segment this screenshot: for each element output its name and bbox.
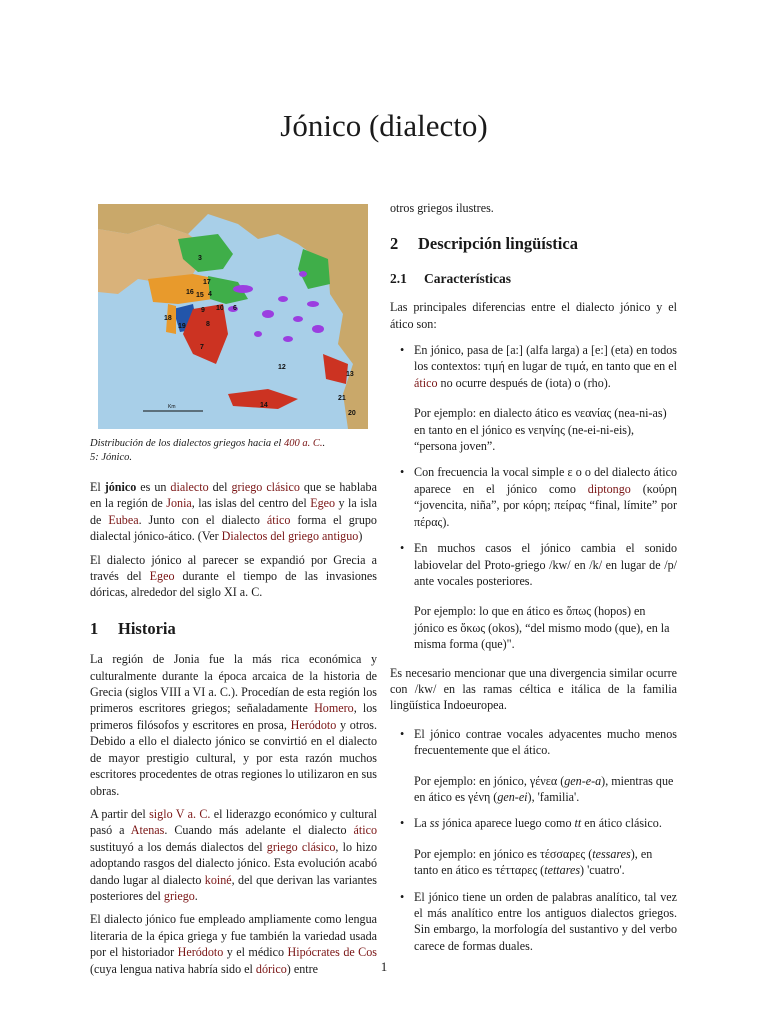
article-link[interactable]: dialecto: [170, 480, 209, 494]
right-column: [390, 200, 677, 964]
text-run: ), mientras que en ático es γένη (: [414, 773, 674, 804]
map-label: 13: [346, 371, 354, 378]
characteristics-list-1: [390, 342, 677, 653]
list-item: [390, 540, 677, 652]
map-scale-label: Km: [168, 404, 176, 410]
list-item-text: [414, 342, 677, 391]
text-run: y la isla de: [90, 496, 378, 527]
map-label: 16: [186, 289, 194, 296]
text-run: El: [90, 480, 105, 494]
article-link[interactable]: Heródoto: [177, 945, 224, 960]
map-label: 14: [260, 402, 268, 409]
italic-term: tt: [574, 816, 582, 831]
map-label: 19: [178, 323, 186, 330]
characteristics-intro: Las principales diferencias entre el dialecto jónico y el ático son:: [390, 300, 677, 331]
characteristics-list-2: [390, 726, 677, 954]
article-link[interactable]: griego clásico: [266, 839, 336, 854]
article-link[interactable]: Egeo: [149, 569, 175, 584]
text-run: sustituyó a los demás dialectos del: [90, 839, 267, 854]
list-item-example: Por ejemplo: en dialecto ático es νεανίας (nea-ni-as) en tanto en el jónico es νεηνίης (ne-ei-ni-eis), “persona joven”.: [414, 406, 667, 454]
article-link[interactable]: griego: [163, 888, 195, 903]
italic-term: tessares: [592, 846, 631, 861]
map-label: 3: [198, 255, 202, 262]
text-run: no ocurre después de (iota) o (rho).: [437, 375, 611, 390]
section-number: 1: [90, 618, 99, 638]
intro-paragraph-1: [90, 479, 377, 545]
article-link[interactable]: Atenas: [130, 823, 165, 838]
section-title: Descripción lingüística: [418, 234, 578, 254]
left-column: [90, 200, 377, 984]
text-run: (κούρη “jovencita, niña”, por κόρη; πείρας “final, límite” por πέρας).: [414, 481, 677, 529]
article-link[interactable]: diptongo: [587, 481, 631, 496]
italic-term: gen-ei: [497, 789, 528, 804]
section-number: 2: [390, 234, 399, 254]
text-run: , lo hizo adoptando rasgos del dialecto jónico. Esta evolución acabó dando lugar al dialecto: [90, 839, 377, 887]
page-title: Jónico (dialecto): [280, 108, 488, 143]
text-run: El dialecto jónico fue empleado ampliamente como lengua literaria de la épica griega y fue también la variedad usada por el historiador: [90, 912, 377, 960]
intro-paragraph-2: [90, 552, 377, 601]
list-item: [390, 464, 677, 530]
text-run: El jónico contrae vocales adyacentes mucho menos frecuentemente que el ático.: [414, 726, 677, 758]
italic-term: tettares: [544, 863, 581, 878]
article-link[interactable]: Eubea: [108, 512, 139, 527]
subsection-heading-caracteristicas: [390, 271, 677, 287]
text-run: ) 'cuatro'.: [580, 863, 625, 878]
list-item: [390, 889, 677, 955]
article-link[interactable]: Homero: [314, 701, 354, 716]
text-run: A partir del: [90, 806, 150, 821]
text-run: La región de Jonia fue la más rica económica y culturalmente durante la época arcaica de la historia de Grecia (siglos VIII a VI a. C.). Procedían de esta región los primeros escritores griegos; señaladamente: [90, 652, 377, 716]
text-run: En muchos casos el jónico cambia el sonido labiovelar del Proto-griego /kw/ en /k/ en lugar de /p/ ante vocales posteriores.: [414, 541, 677, 588]
text-run: . Junto con el dialecto: [138, 512, 267, 527]
article-link[interactable]: ático: [266, 512, 291, 527]
caption-line2: 5: Jónico.: [90, 452, 132, 463]
list-item-text: [414, 540, 677, 589]
map-label: 4: [208, 291, 212, 298]
list-item-example: Por ejemplo: lo que en ático es ὅπως (hopos) en jónico es ὅκως (okos), “del mismo modo (que), en la misma forma (que)".: [414, 604, 670, 652]
map-label: 17: [203, 279, 211, 286]
italic-term: gen-e-a: [564, 773, 602, 788]
article-link[interactable]: Hipócrates de Cos: [287, 945, 378, 960]
text-run: que se hablaba en la región de: [90, 480, 377, 511]
subsection-number: 2.1: [390, 270, 407, 286]
list-item-text: [414, 815, 677, 831]
article-link[interactable]: dórico: [255, 961, 287, 976]
section-heading-descripcion: [390, 236, 677, 252]
caption-period: .: [322, 438, 326, 449]
map-label: 7: [200, 344, 204, 351]
text-run: Por ejemplo: en jónico es τέσσαρες (: [414, 846, 593, 861]
text-run: jónica aparece luego como: [439, 816, 575, 831]
subsection-title: Características: [424, 270, 511, 286]
text-run: ) entre: [286, 961, 319, 976]
text-run: Con frecuencia la vocal simple ε o ο del dialecto ático aparece en el jónico como: [414, 465, 677, 496]
figure-caption: [90, 437, 377, 465]
text-run: La: [414, 816, 430, 831]
map-label: 8: [206, 321, 210, 328]
map-label: 9: [201, 307, 205, 314]
article-link[interactable]: Jonia: [166, 496, 192, 511]
text-run: ): [358, 529, 363, 544]
text-run: del: [208, 480, 232, 494]
text-run: El dialecto jónico al parecer se expandió por Grecia a través del: [90, 552, 377, 584]
list-item: [390, 342, 677, 454]
map-label: 6: [233, 305, 237, 312]
map-label: 18: [164, 315, 172, 322]
text-run: durante el tiempo de las invasiones dóricas, alrededor del siglo XI a. C.: [90, 569, 377, 600]
list-item-example: [414, 846, 677, 879]
text-run: , las islas del centro del: [191, 496, 311, 511]
text-run: forma el grupo dialectal jónico-ático. (Ver: [90, 512, 377, 544]
text-run: El jónico tiene un orden de palabras analítico, tal vez el más analítico entre los antiguos dialectos griegos. Sin embargo, la morfología del sustantivo y del verbo carece de formas duales.: [414, 889, 677, 953]
text-run: (cuya lengua nativa habría sido el: [90, 961, 256, 976]
bold-term: jónico: [104, 480, 137, 494]
text-run: el liderazgo económico y cultural pasó a: [90, 806, 377, 838]
text-run: y otros. Debido a ello el dialecto jónico se convirtió en el dialecto de mayor prestigio cultural, y por esta razón muchos escritores procedentes de otras regiones lo utilizaron en sus obras.: [90, 717, 377, 798]
map-label: 20: [348, 410, 356, 417]
list-item: [390, 815, 677, 878]
list-item-example: [414, 773, 677, 806]
historia-paragraph-2: [90, 806, 377, 904]
article-link[interactable]: Heródoto: [290, 717, 337, 732]
map-label: 15: [196, 292, 204, 299]
continuation-text: otros griegos ilustres.: [390, 201, 494, 215]
page-number: 1: [380, 959, 388, 974]
article-link[interactable]: Egeo: [310, 496, 336, 511]
text-run: .: [194, 888, 198, 903]
caption-link[interactable]: 400 a. C.: [283, 438, 323, 449]
text-run: En jónico, pasa de [a:] (alfa larga) a [e:] (eta) en todos los contextos: τιμή en lugar de τιμά, en tanto que en el: [414, 343, 677, 374]
article-link[interactable]: koiné: [204, 872, 232, 887]
section-heading-historia: [90, 618, 377, 638]
map-label: 12: [278, 364, 286, 371]
italic-term: ss: [429, 816, 440, 831]
article-link[interactable]: siglo V a. C.: [149, 806, 211, 821]
middle-paragraph: Es necesario mencionar que una divergencia similar ocurre con /kw/ en las ramas céltica e itálica de la familia lingüística Indoeuropea.: [390, 665, 677, 713]
list-item-text: [414, 464, 677, 530]
list-item-text: [414, 889, 677, 955]
text-run: Por ejemplo: en jónico, γένεα (: [414, 773, 565, 788]
text-run: ), 'familia'.: [527, 789, 580, 804]
text-run: en ático clásico.: [581, 816, 662, 831]
article-link[interactable]: Dialectos del griego antiguo: [221, 529, 359, 544]
map-label: 10: [216, 305, 224, 312]
text-run: ), en tanto en ático es τέτταρες (: [414, 846, 653, 878]
article-link[interactable]: ático: [414, 375, 438, 390]
text-run: , del que derivan las variantes posteriores del: [90, 872, 377, 903]
dialect-map: [98, 204, 368, 429]
map-label: 21: [338, 395, 346, 402]
text-run: . Cuando más adelante el dialecto: [164, 823, 354, 838]
list-item: [390, 726, 677, 806]
caption-text: Distribución de los dialectos griegos hacia el: [90, 438, 284, 449]
list-item-text: [414, 726, 677, 759]
text-run: y el médico: [223, 945, 288, 960]
section-title: Historia: [118, 618, 176, 638]
text-run: , los primeros filósofos y escritores en prosa,: [90, 701, 377, 732]
article-link[interactable]: ático: [353, 823, 378, 838]
article-link[interactable]: griego clásico: [231, 480, 300, 494]
text-run: es un: [136, 480, 171, 494]
historia-paragraph-1: [90, 651, 377, 799]
